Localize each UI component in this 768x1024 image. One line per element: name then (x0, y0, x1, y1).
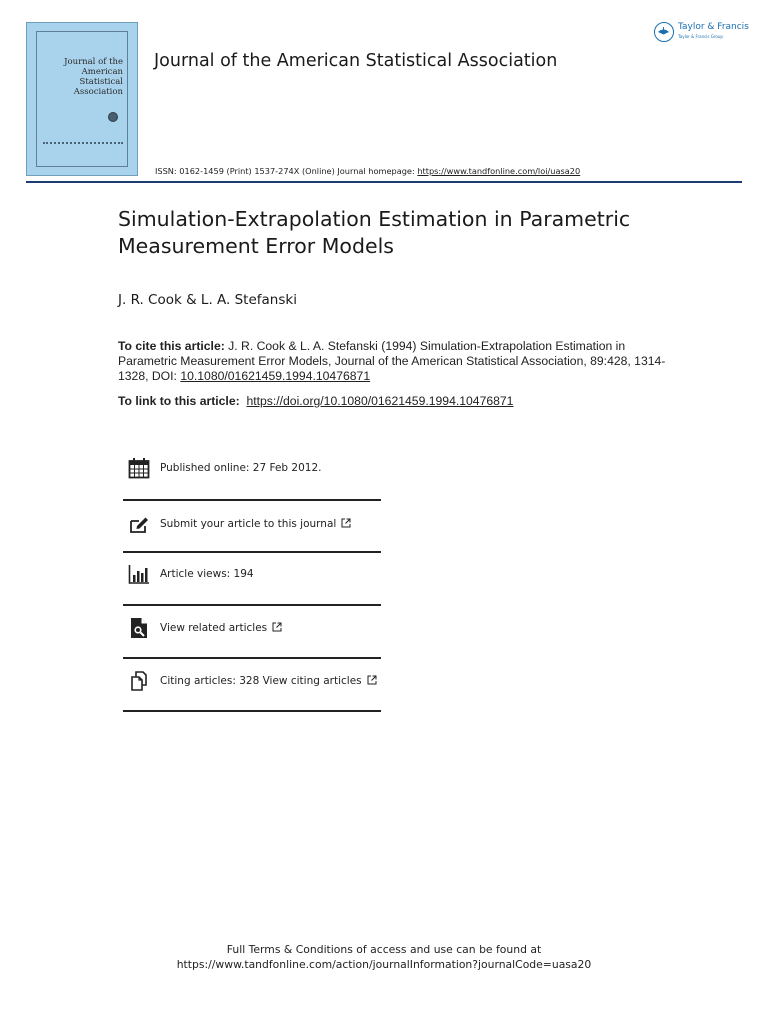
citation-doi-link[interactable]: 10.1080/01621459.1994.10476871 (180, 369, 371, 383)
article-views-row (123, 547, 381, 600)
submit-article-label: Submit your article to this journal (160, 517, 337, 530)
publisher-logo[interactable] (653, 21, 749, 47)
citing-articles-row[interactable] (123, 654, 381, 707)
bar-chart-icon (128, 563, 150, 585)
article-authors: J. R. Cook & L. A. Stefanski (118, 292, 297, 308)
cover-title: Journal of the American Statistical Association (64, 57, 123, 97)
article-link-label: To link to this article: (118, 394, 240, 408)
publisher-group: Taylor & Francis Group (678, 34, 723, 39)
issn-line (155, 166, 580, 176)
related-articles-link[interactable] (160, 622, 282, 634)
document-search-icon (128, 617, 150, 639)
article-link-line (118, 394, 513, 408)
related-articles-label: View related articles (160, 621, 268, 634)
copy-documents-icon (128, 670, 150, 692)
external-link-icon (341, 518, 351, 528)
publisher-logo-icon (654, 22, 674, 42)
published-row (123, 441, 381, 494)
info-divider (123, 710, 381, 712)
article-views: Article views: 194 (160, 567, 254, 580)
related-articles-row[interactable] (123, 601, 381, 654)
submit-article-link[interactable] (160, 518, 351, 530)
cover-seal-icon (108, 112, 118, 122)
external-link-icon (272, 622, 282, 632)
terms-footer (0, 942, 768, 972)
article-doi-link[interactable]: https://doi.org/10.1080/01621459.1994.10476871 (246, 394, 514, 408)
citation-text: J. R. Cook & L. A. Stefanski (1994) Simulation-Extrapolation Estimation in Parametric Measurement Error Models, Journal of the American Statistical Association, 89:428, 1314-1328, DOI: (118, 339, 666, 383)
submit-article-row[interactable] (123, 497, 381, 550)
journal-cover (26, 22, 138, 176)
terms-url-link[interactable]: https://www.tandfonline.com/action/journalInformation?journalCode=uasa20 (176, 958, 592, 971)
terms-line: Full Terms & Conditions of access and use can be found at (226, 943, 542, 956)
edit-icon (128, 513, 150, 535)
citing-articles-link[interactable] (160, 675, 377, 687)
issn-text: ISSN: 0162-1459 (Print) 1537-274X (Online) Journal homepage: (155, 166, 418, 176)
published-date: Published online: 27 Feb 2012. (160, 461, 322, 474)
journal-title: Journal of the American Statistical Association (154, 51, 558, 71)
citation-label: To cite this article: (118, 339, 225, 353)
journal-homepage-link[interactable]: https://www.tandfonline.com/loi/uasa20 (417, 166, 581, 176)
article-title: Simulation-Extrapolation Estimation in Parametric Measurement Error Models (118, 207, 631, 258)
header-rule (26, 181, 742, 183)
cover-frame (36, 31, 128, 167)
citation-block (118, 339, 678, 384)
calendar-icon (128, 457, 150, 479)
publisher-name: Taylor & Francis (678, 22, 749, 32)
cover-footer-rule (43, 142, 123, 146)
citing-articles-label: Citing articles: 328 View citing articles (160, 674, 362, 687)
external-link-icon (367, 675, 377, 685)
